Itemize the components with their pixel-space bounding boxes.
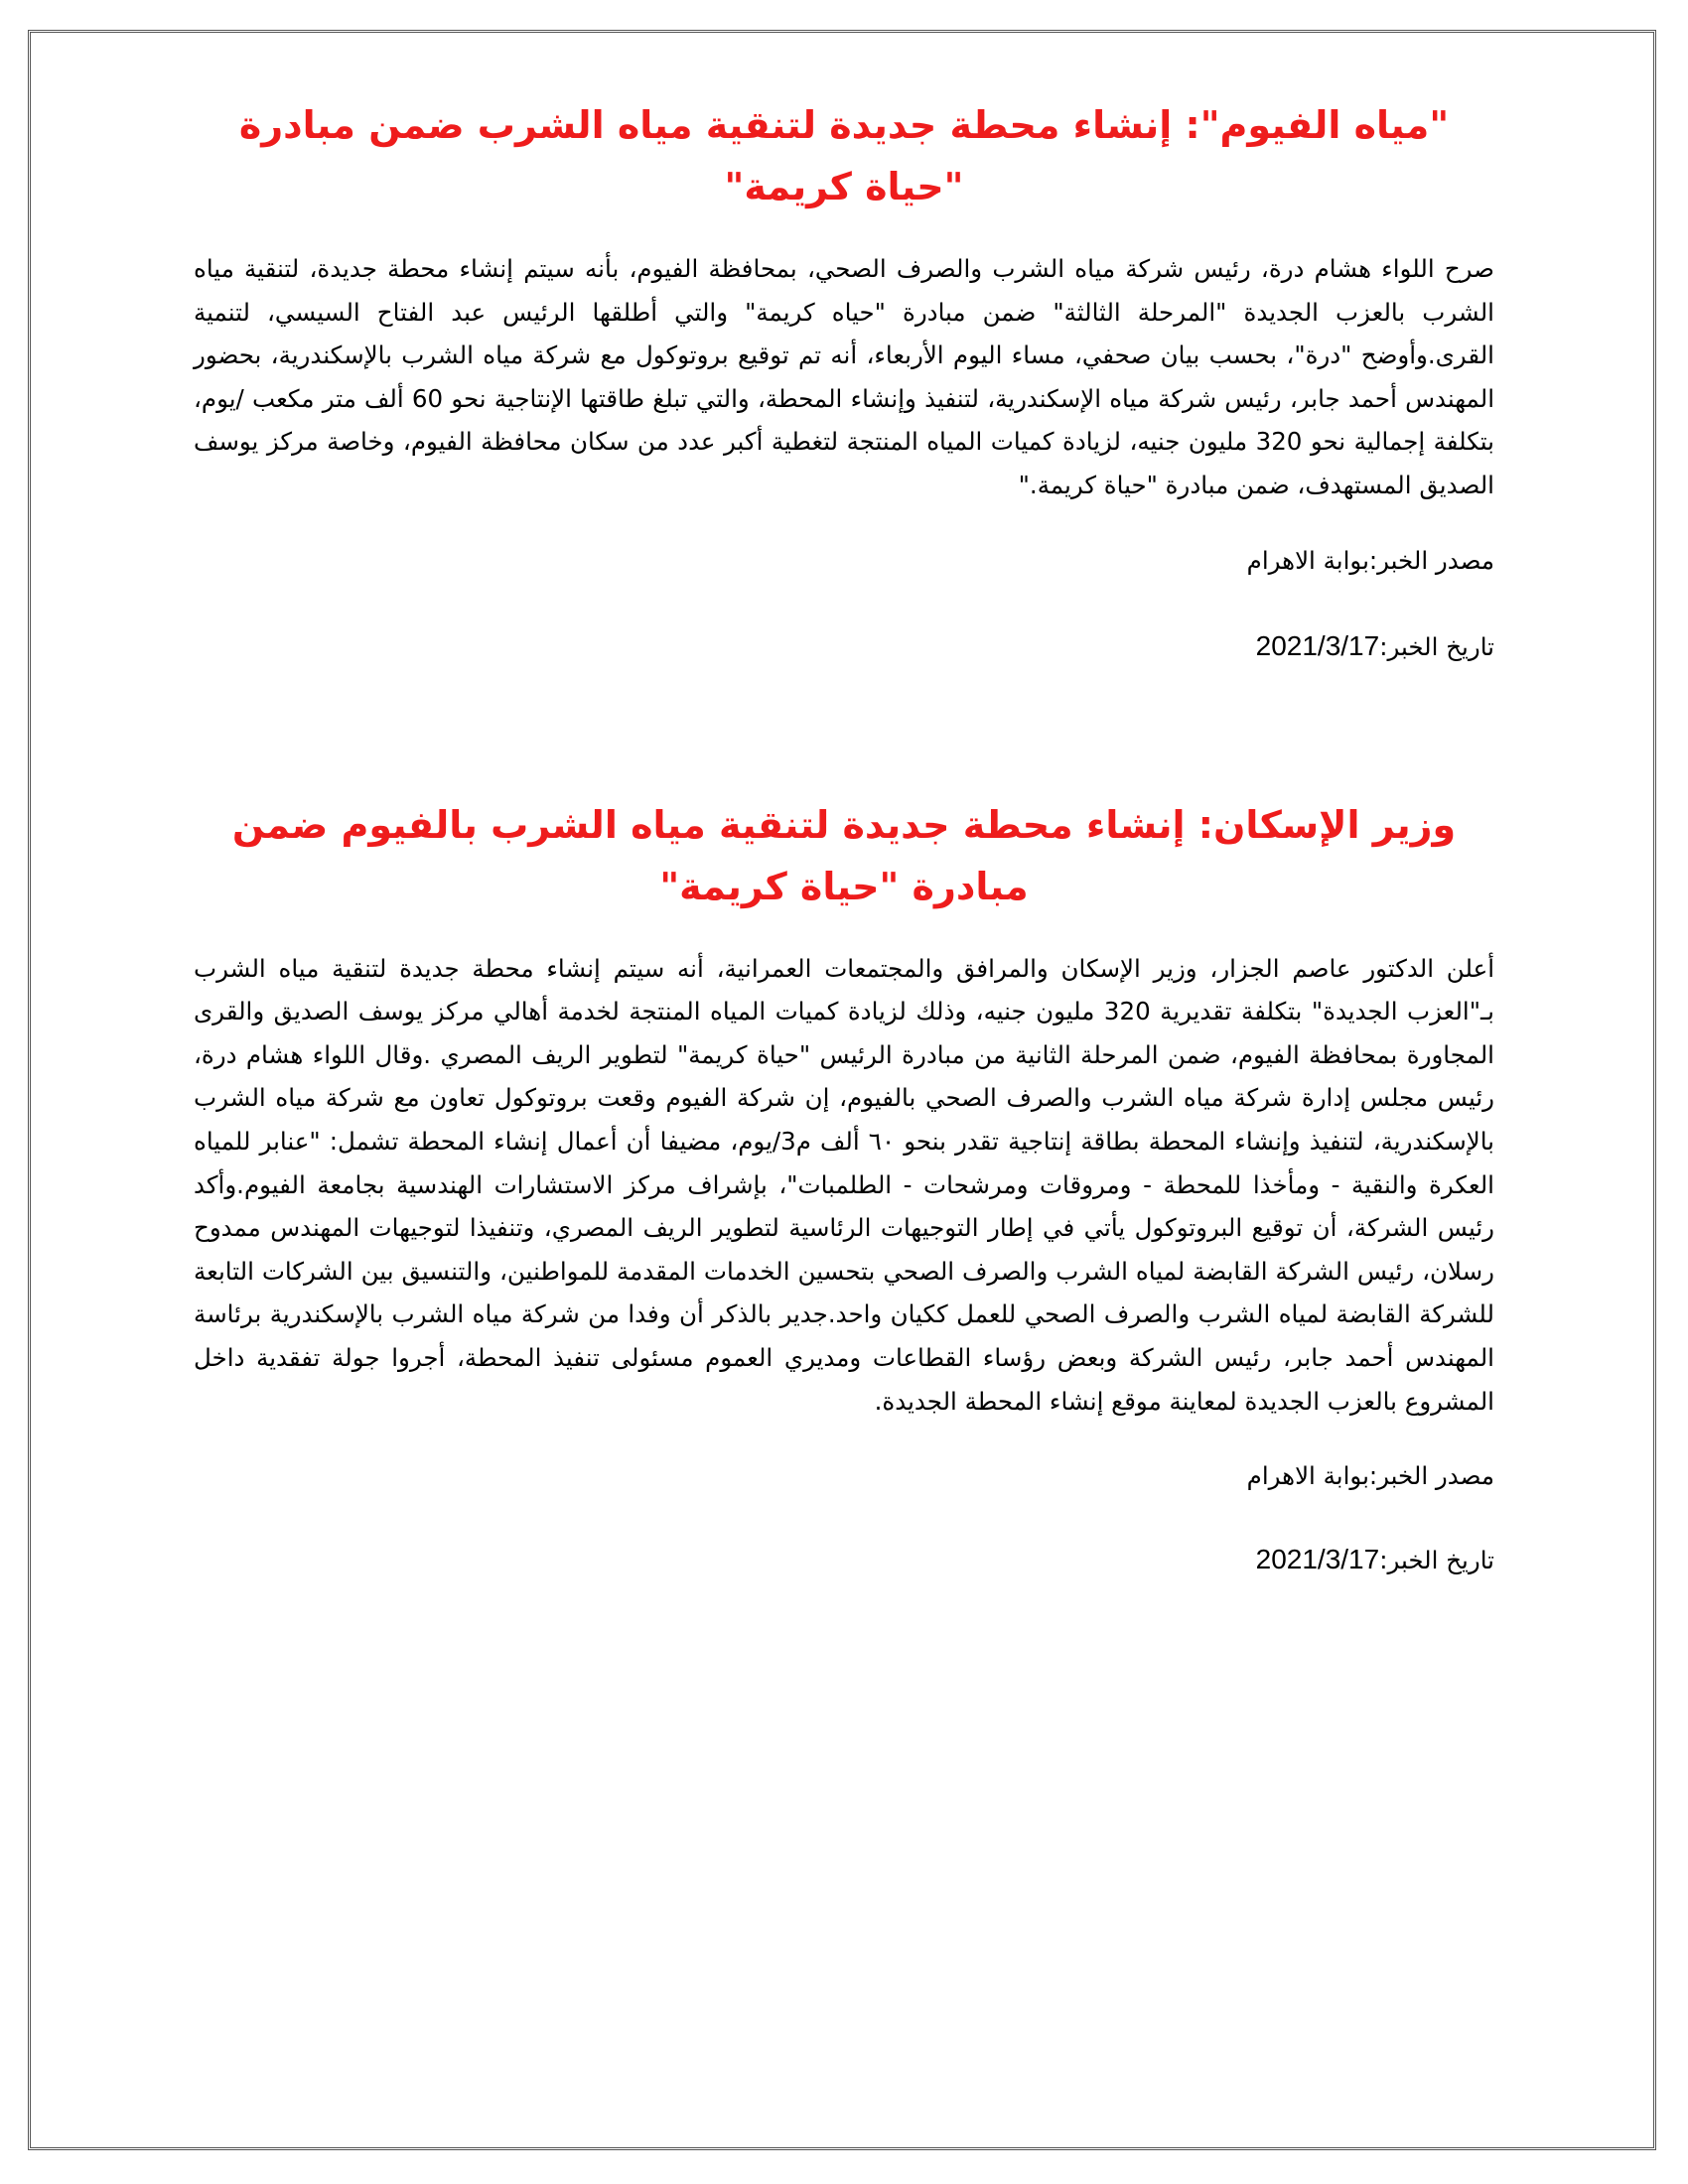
article-2-body: أعلن الدكتور عاصم الجزار، وزير الإسكان والمرافق والمجتمعات العمرانية، أنه سيتم إنشاء محطة جديدة لتنقية مياه الشرب بـ"العزب الجديدة" بتكلفة تقديرية 320 مليون جنيه، وذلك لزيادة كميات المياه المنتجة لخدمة أهالي مركز يوسف الصديق والقرى المجاورة بمحافظة الفيوم، ضمن المرحلة الثانية من مبادرة الرئيس "حياة كريمة" لتطوير الريف المصري .وقال اللواء هشام درة، رئيس مجلس إدارة شركة مياه الشرب والصرف الصحي بالفيوم، إن شركة الفيوم وقعت بروتوكول تعاون مع شركة مياه الشرب بالإسكندرية، لتنفيذ وإنشاء المحطة بطاقة إنتاجية تقدر بنحو ٦٠ ألف م3/يوم، مضيفا أن أعمال إنشاء المحطة تشمل: "عنابر للمياه العكرة والنقية - ومأخذا للمحطة - ومروقات ومرشحات - الطلمبات"، بإشراف مركز الاستشارات الهندسية بجامعة الفيوم.وأكد رئيس الشركة، أن توقيع البروتوكول يأتي في إطار التوجيهات الرئاسية لتطوير الريف المصري، وتنفيذا لتوجيهات المهندس ممدوح رسلان، رئيس الشركة القابضة لمياه الشرب والصرف الصحي بتحسين الخدمات المقدمة للمواطنين، والتنسيق بين الشركات التابعة للشركة القابضة لمياه الشرب والصرف الصحي للعمل ككيان واحد.جدير بالذكر أن وفدا من شركة مياه الشرب بالإسكندرية برئاسة المهندس أحمد جابر، رئيس الشركة وبعض رؤساء القطاعات ومديري العموم مسئولى تنفيذ المحطة، أجروا جولة تفقدية داخل المشروع بالعزب الجديدة لمعاينة موقع إنشاء المحطة الجديدة. bbox=[194, 953, 1494, 1416]
source-label: مصدر الخبر: bbox=[1368, 545, 1494, 575]
article-1-source bbox=[194, 541, 1494, 581]
source-label: مصدر الخبر: bbox=[1368, 1461, 1494, 1491]
article-2-title: وزير الإسكان: إنشاء محطة جديدة لتنقية مياه الشرب بالفيوم ضمن مبادرة "حياة كريمة" bbox=[231, 802, 1457, 908]
source-value: بوابة الاهرام bbox=[1246, 545, 1369, 575]
article-2 bbox=[194, 794, 1494, 1581]
article-1-body: صرح اللواء هشام درة، رئيس شركة مياه الشرب والصرف الصحي، بمحافظة الفيوم، بأنه سيتم إنشاء محطة جديدة، لتنقية مياه الشرب بالعزب الجديدة "المرحلة الثالثة" ضمن مبادرة "حياه كريمة" والتي أطلقها الرئيس عبد الفتاح السيسي، لتنمية القرى.وأوضح "درة"، بحسب بيان صحفي، مساء اليوم الأربعاء، أنه تم توقيع بروتوكول مع شركة مياه الشرب بالإسكندرية، بحضور المهندس أحمد جابر، رئيس شركة مياه الإسكندرية، لتنفيذ وإنشاء المحطة، والتي تبلغ طاقتها الإنتاجية نحو 60 ألف متر مكعب /يوم، بتكلفة إجمالية نحو 320 مليون جنيه، لزيادة كميات المياه المنتجة لتغطية أكبر عدد من سكان محافظة الفيوم، وخاصة مركز يوسف الصديق المستهدف، ضمن مبادرة "حياة كريمة." bbox=[194, 254, 1494, 499]
article-2-date bbox=[194, 1540, 1494, 1580]
date-value: 2021/3/17 bbox=[1255, 629, 1380, 661]
article-2-source bbox=[194, 1456, 1494, 1496]
article-1-title: "مياه الفيوم": إنشاء محطة جديدة لتنقية مياه الشرب ضمن مبادرة "حياة كريمة" bbox=[238, 103, 1450, 208]
article-1 bbox=[194, 94, 1494, 667]
document bbox=[194, 94, 1494, 1580]
source-value: بوابة الاهرام bbox=[1246, 1461, 1369, 1491]
date-label: تاريخ الخبر: bbox=[1379, 631, 1494, 661]
date-value: 2021/3/17 bbox=[1255, 1544, 1380, 1575]
article-1-date bbox=[194, 626, 1494, 667]
date-label: تاريخ الخبر: bbox=[1379, 1546, 1494, 1575]
